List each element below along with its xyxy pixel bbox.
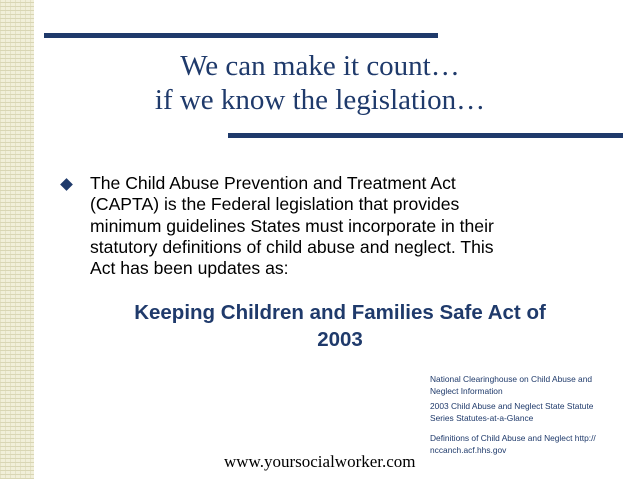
bullet-text: [90, 173, 590, 279]
reference-line: National Clearinghouse on Child Abuse and: [430, 374, 593, 384]
reference-line: Series Statutes-at-a-Glance: [430, 412, 534, 423]
title-rule-bottom: [228, 133, 623, 138]
reference-list: [430, 374, 620, 461]
act-title-line: Keeping Children and Families Safe Act of: [134, 301, 546, 324]
reference-item: [430, 374, 620, 397]
act-title: [80, 299, 600, 353]
bullet-text-line: minimum guidelines States must incorporate in their: [90, 215, 494, 236]
reference-item: [430, 433, 620, 456]
bullet-text-line: (CAPTA) is the Federal legislation that provides: [90, 194, 460, 215]
reference-line: 2003 Child Abuse and Neglect State Statute: [430, 401, 594, 412]
bullet-text-line: The Child Abuse Prevention and Treatment Act: [90, 173, 456, 193]
slide-title-line-1: We can make it count…: [180, 50, 460, 82]
bullet-text-line: statutory definitions of child abuse and neglect. This: [90, 236, 494, 257]
reference-line: Definitions of Child Abuse and Neglect http://: [430, 433, 596, 444]
decorative-stripe-panel: [0, 0, 34, 479]
bullet-text-line: Act has been updates as:: [90, 258, 289, 279]
website-footer: www.yoursocialworker.com: [224, 452, 416, 471]
act-title-line: 2003: [317, 328, 363, 351]
reference-line: nccanch.acf.hhs.gov: [430, 444, 507, 455]
slide-title-line-2: if we know the legislation…: [154, 84, 486, 116]
reference-line: Neglect Information: [430, 385, 503, 396]
reference-item: [430, 401, 620, 424]
title-rule-top: [44, 33, 438, 38]
